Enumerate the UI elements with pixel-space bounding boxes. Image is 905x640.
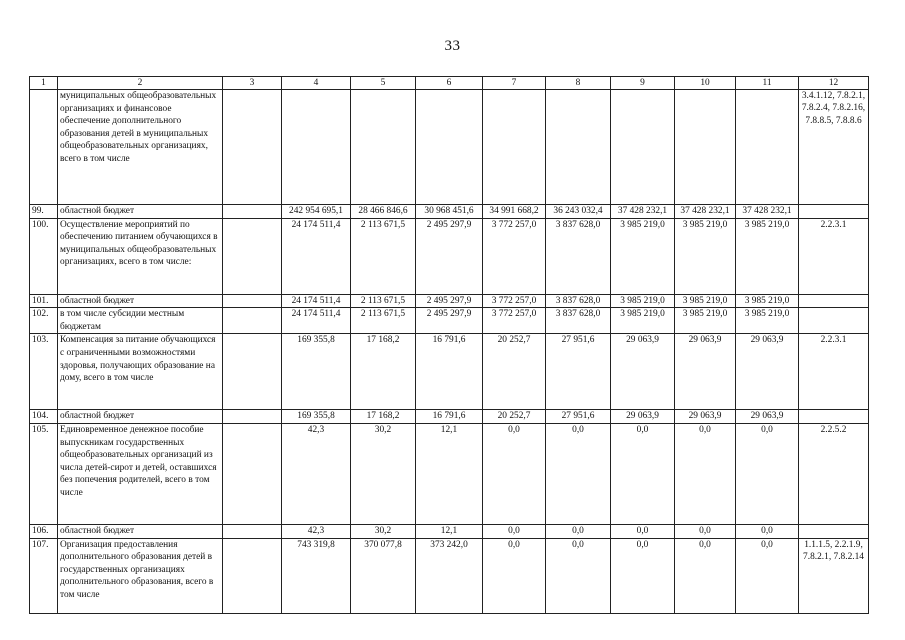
cell-col6: 2 495 297,9 xyxy=(416,308,483,334)
cell-col9: 0,0 xyxy=(611,538,675,613)
cell-col11: 3 985 219,0 xyxy=(736,294,799,308)
cell-col6 xyxy=(416,90,483,205)
item-name: областной бюджет xyxy=(58,524,223,538)
cell-col8: 36 243 032,4 xyxy=(546,205,611,219)
cell-col5: 28 466 846,6 xyxy=(351,205,416,219)
table-row xyxy=(30,524,869,538)
cell-col6: 16 791,6 xyxy=(416,334,483,410)
column-number: 12 xyxy=(799,77,869,90)
page-number: 33 xyxy=(444,38,461,54)
table-row xyxy=(30,218,869,294)
cell-col3 xyxy=(223,524,282,538)
column-number: 7 xyxy=(483,77,546,90)
cell-col11: 3 985 219,0 xyxy=(736,218,799,294)
cell-col10: 29 063,9 xyxy=(675,410,736,424)
cell-col11: 29 063,9 xyxy=(736,410,799,424)
row-number: 105. xyxy=(30,423,58,524)
cell-col8: 0,0 xyxy=(546,423,611,524)
column-number: 1 xyxy=(30,77,58,90)
cell-col7: 34 991 668,2 xyxy=(483,205,546,219)
cell-references: 2.2.3.1 xyxy=(799,334,869,410)
row-number: 104. xyxy=(30,410,58,424)
cell-col7: 20 252,7 xyxy=(483,410,546,424)
table-row xyxy=(30,90,869,205)
row-number: 100. xyxy=(30,218,58,294)
table-row xyxy=(30,294,869,308)
cell-col8: 27 951,6 xyxy=(546,410,611,424)
cell-col10: 29 063,9 xyxy=(675,334,736,410)
item-name: Компенсация за питание обучающихся с ограниченными возможностями здоровья, получающих образование на дому, всего в том числе xyxy=(58,334,223,410)
item-name: Единовременное денежное пособие выпускникам государственных общеобразовательных организаций из числа детей-сирот и детей, оставшихся без попечения родителей, всего в том числе xyxy=(58,423,223,524)
cell-col8: 27 951,6 xyxy=(546,334,611,410)
cell-col11 xyxy=(736,90,799,205)
cell-col6: 373 242,0 xyxy=(416,538,483,613)
table-row xyxy=(30,205,869,219)
cell-col7: 3 772 257,0 xyxy=(483,308,546,334)
cell-references xyxy=(799,205,869,219)
cell-col4: 24 174 511,4 xyxy=(282,294,351,308)
column-number: 11 xyxy=(736,77,799,90)
column-number: 3 xyxy=(223,77,282,90)
cell-col5: 370 077,8 xyxy=(351,538,416,613)
row-number xyxy=(30,90,58,205)
cell-col10: 37 428 232,1 xyxy=(675,205,736,219)
cell-col4: 743 319,8 xyxy=(282,538,351,613)
cell-col9: 0,0 xyxy=(611,423,675,524)
cell-col8: 3 837 628,0 xyxy=(546,218,611,294)
budget-table xyxy=(29,76,869,614)
cell-col6: 2 495 297,9 xyxy=(416,218,483,294)
cell-col8: 3 837 628,0 xyxy=(546,308,611,334)
cell-col3 xyxy=(223,334,282,410)
item-name: в том числе субсидии местным бюджетам xyxy=(58,308,223,334)
cell-col4: 24 174 511,4 xyxy=(282,218,351,294)
cell-col3 xyxy=(223,294,282,308)
cell-references: 2.2.5.2 xyxy=(799,423,869,524)
table-row xyxy=(30,334,869,410)
table-row xyxy=(30,308,869,334)
cell-col11: 37 428 232,1 xyxy=(736,205,799,219)
item-name: областной бюджет xyxy=(58,294,223,308)
cell-col5: 17 168,2 xyxy=(351,410,416,424)
cell-col4: 42,3 xyxy=(282,423,351,524)
table-row xyxy=(30,423,869,524)
cell-col9: 29 063,9 xyxy=(611,334,675,410)
cell-col9: 3 985 219,0 xyxy=(611,218,675,294)
item-name: областной бюджет xyxy=(58,410,223,424)
cell-col3 xyxy=(223,423,282,524)
row-number: 103. xyxy=(30,334,58,410)
cell-col11: 0,0 xyxy=(736,538,799,613)
item-name: Организация предоставления дополнительного образования детей в государственных организациях дополнительного образования, всего в том числе xyxy=(58,538,223,613)
row-number: 106. xyxy=(30,524,58,538)
cell-col8 xyxy=(546,90,611,205)
cell-col4: 169 355,8 xyxy=(282,410,351,424)
row-number: 102. xyxy=(30,308,58,334)
cell-col5: 2 113 671,5 xyxy=(351,308,416,334)
cell-col5 xyxy=(351,90,416,205)
column-number: 2 xyxy=(58,77,223,90)
cell-col5: 17 168,2 xyxy=(351,334,416,410)
cell-col10: 0,0 xyxy=(675,524,736,538)
cell-references: 3.4.1.12, 7.8.2.1, 7.8.2.4, 7.8.2.16, 7.8.8.5, 7.8.8.6 xyxy=(799,90,869,205)
cell-col8: 0,0 xyxy=(546,538,611,613)
cell-col5: 2 113 671,5 xyxy=(351,294,416,308)
column-number: 6 xyxy=(416,77,483,90)
cell-col3 xyxy=(223,308,282,334)
cell-col7: 0,0 xyxy=(483,423,546,524)
cell-references xyxy=(799,294,869,308)
cell-col7 xyxy=(483,90,546,205)
row-number: 101. xyxy=(30,294,58,308)
table-row xyxy=(30,538,869,613)
cell-references: 1.1.1.5, 2.2.1.9, 7.8.2.1, 7.8.2.14 xyxy=(799,538,869,613)
cell-col9 xyxy=(611,90,675,205)
item-name: Осуществление мероприятий по обеспечению питанием обучающихся в муниципальных общеобразовательных организациях, всего в том числе: xyxy=(58,218,223,294)
cell-col11: 0,0 xyxy=(736,423,799,524)
cell-col10: 3 985 219,0 xyxy=(675,294,736,308)
cell-col4 xyxy=(282,90,351,205)
cell-col9: 29 063,9 xyxy=(611,410,675,424)
cell-col6: 30 968 451,6 xyxy=(416,205,483,219)
cell-col7: 3 772 257,0 xyxy=(483,294,546,308)
cell-col3 xyxy=(223,538,282,613)
cell-col10: 0,0 xyxy=(675,538,736,613)
cell-col4: 42,3 xyxy=(282,524,351,538)
cell-col4: 169 355,8 xyxy=(282,334,351,410)
cell-col11: 3 985 219,0 xyxy=(736,308,799,334)
cell-col7: 0,0 xyxy=(483,524,546,538)
cell-col3 xyxy=(223,90,282,205)
cell-col10: 3 985 219,0 xyxy=(675,308,736,334)
cell-col7: 0,0 xyxy=(483,538,546,613)
cell-col3 xyxy=(223,410,282,424)
row-number: 107. xyxy=(30,538,58,613)
cell-col6: 2 495 297,9 xyxy=(416,294,483,308)
cell-col11: 0,0 xyxy=(736,524,799,538)
cell-col9: 3 985 219,0 xyxy=(611,294,675,308)
cell-col7: 20 252,7 xyxy=(483,334,546,410)
cell-references: 2.2.3.1 xyxy=(799,218,869,294)
cell-col9: 37 428 232,1 xyxy=(611,205,675,219)
cell-col7: 3 772 257,0 xyxy=(483,218,546,294)
cell-col10 xyxy=(675,90,736,205)
cell-col8: 3 837 628,0 xyxy=(546,294,611,308)
cell-col5: 2 113 671,5 xyxy=(351,218,416,294)
cell-col4: 24 174 511,4 xyxy=(282,308,351,334)
cell-references xyxy=(799,524,869,538)
cell-col6: 12,1 xyxy=(416,524,483,538)
cell-col6: 16 791,6 xyxy=(416,410,483,424)
item-name: муниципальных общеобразовательных организациях и финансовое обеспечение дополнительного образования детей в муниципальных общеобразовательных организациях, всего в том числе xyxy=(58,90,223,205)
cell-col5: 30,2 xyxy=(351,423,416,524)
column-number: 10 xyxy=(675,77,736,90)
column-number: 9 xyxy=(611,77,675,90)
row-number: 99. xyxy=(30,205,58,219)
cell-col11: 29 063,9 xyxy=(736,334,799,410)
column-number-header-row xyxy=(30,77,869,90)
cell-col9: 0,0 xyxy=(611,524,675,538)
column-number: 5 xyxy=(351,77,416,90)
cell-col6: 12,1 xyxy=(416,423,483,524)
cell-col8: 0,0 xyxy=(546,524,611,538)
table-body xyxy=(30,90,869,614)
cell-col5: 30,2 xyxy=(351,524,416,538)
table-row xyxy=(30,410,869,424)
cell-col10: 0,0 xyxy=(675,423,736,524)
column-number: 8 xyxy=(546,77,611,90)
cell-col9: 3 985 219,0 xyxy=(611,308,675,334)
column-number: 4 xyxy=(282,77,351,90)
item-name: областной бюджет xyxy=(58,205,223,219)
cell-col3 xyxy=(223,205,282,219)
cell-col10: 3 985 219,0 xyxy=(675,218,736,294)
cell-col3 xyxy=(223,218,282,294)
cell-col4: 242 954 695,1 xyxy=(282,205,351,219)
cell-references xyxy=(799,308,869,334)
cell-references xyxy=(799,410,869,424)
